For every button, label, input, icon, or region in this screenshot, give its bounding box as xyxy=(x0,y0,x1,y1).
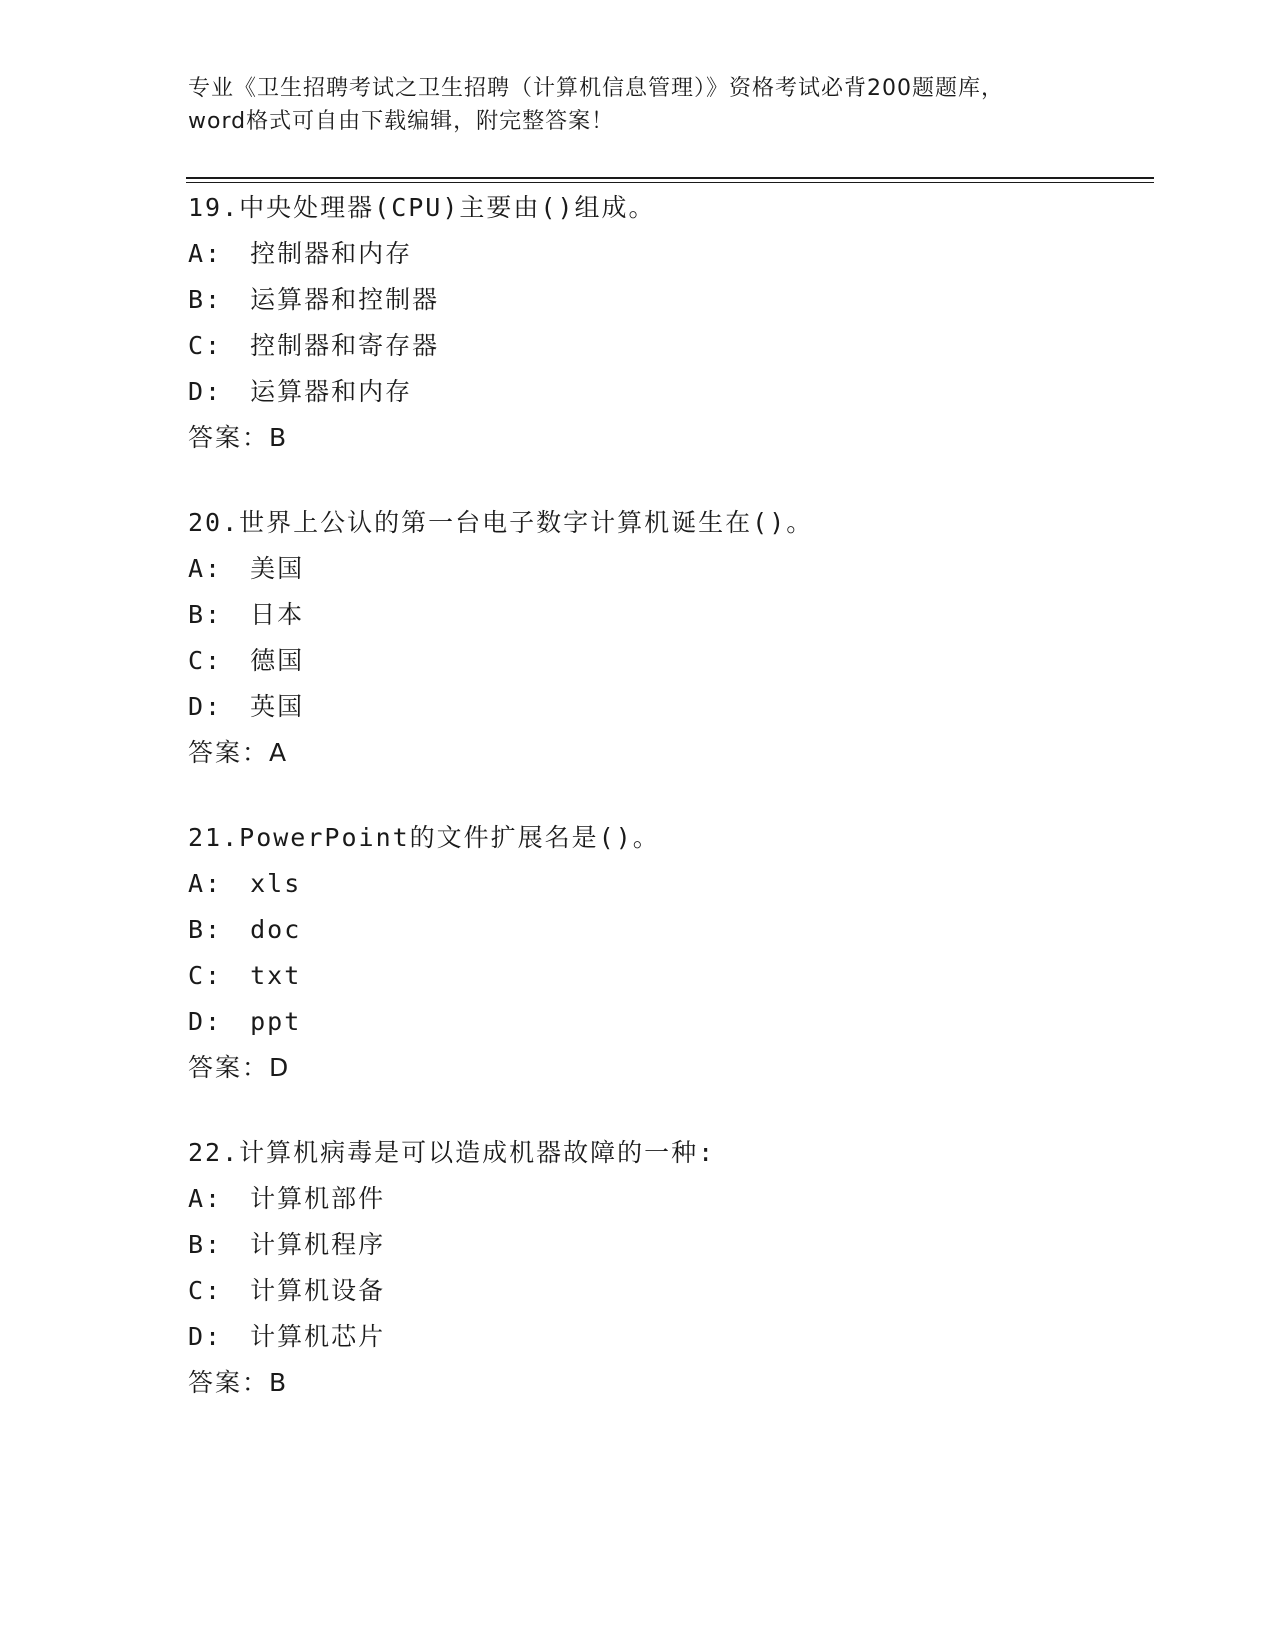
option-letter: D: xyxy=(188,377,223,406)
option-text: 英国 xyxy=(250,692,305,721)
option-d xyxy=(188,1314,1148,1360)
option-text: 计算机芯片 xyxy=(250,1322,386,1351)
option-a xyxy=(188,861,1148,907)
option-text: 德国 xyxy=(250,646,305,675)
option-text: 运算器和内存 xyxy=(250,377,413,406)
answer-line: 答案：A xyxy=(188,738,289,767)
option-letter: B: xyxy=(188,285,223,314)
option-text: ppt xyxy=(250,1007,302,1036)
option-text: txt xyxy=(250,961,302,990)
option-text: 计算机设备 xyxy=(250,1276,386,1305)
option-text: doc xyxy=(250,915,302,944)
option-d xyxy=(188,999,1148,1045)
option-letter: A: xyxy=(188,554,223,583)
option-a xyxy=(188,546,1148,592)
question-block xyxy=(188,500,1148,776)
option-letter: B: xyxy=(188,1230,223,1259)
option-c xyxy=(188,1268,1148,1314)
option-d xyxy=(188,684,1148,730)
option-text: 计算机程序 xyxy=(250,1230,386,1259)
option-b xyxy=(188,277,1148,323)
option-a xyxy=(188,1176,1148,1222)
document-header xyxy=(188,72,1088,138)
option-letter: A: xyxy=(188,869,223,898)
option-letter: D: xyxy=(188,1007,223,1036)
option-b xyxy=(188,592,1148,638)
option-text: 计算机部件 xyxy=(250,1184,386,1213)
option-b xyxy=(188,1222,1148,1268)
option-b xyxy=(188,907,1148,953)
option-text: 美国 xyxy=(250,554,305,583)
question-stem: 19.中央处理器(CPU)主要由()组成。 xyxy=(188,193,656,222)
option-letter: C: xyxy=(188,961,223,990)
option-text: 运算器和控制器 xyxy=(250,285,440,314)
option-text: 控制器和寄存器 xyxy=(250,331,440,360)
option-letter: D: xyxy=(188,1322,223,1351)
header-divider-thin xyxy=(186,182,1154,183)
option-text: 日本 xyxy=(250,600,305,629)
question-block xyxy=(188,815,1148,1091)
option-text: xls xyxy=(250,869,302,898)
answer-line: 答案：B xyxy=(188,1368,289,1397)
option-letter: D: xyxy=(188,692,223,721)
option-letter: B: xyxy=(188,600,223,629)
question-stem: 20.世界上公认的第一台电子数字计算机诞生在()。 xyxy=(188,508,814,537)
answer-line: 答案：D xyxy=(188,1053,291,1082)
question-stem: 21.PowerPoint的文件扩展名是()。 xyxy=(188,823,660,852)
question-block xyxy=(188,1130,1148,1406)
option-letter: C: xyxy=(188,331,223,360)
question-block xyxy=(188,185,1148,461)
option-a xyxy=(188,231,1148,277)
option-d xyxy=(188,369,1148,415)
option-letter: A: xyxy=(188,239,223,268)
option-text: 控制器和内存 xyxy=(250,239,413,268)
option-letter: C: xyxy=(188,1276,223,1305)
option-c xyxy=(188,953,1148,999)
question-stem: 22.计算机病毒是可以造成机器故障的一种: xyxy=(188,1138,716,1167)
option-c xyxy=(188,323,1148,369)
option-c xyxy=(188,638,1148,684)
answer-line: 答案：B xyxy=(188,423,289,452)
option-letter: A: xyxy=(188,1184,223,1213)
header-divider-thick xyxy=(186,177,1154,179)
option-letter: C: xyxy=(188,646,223,675)
option-letter: B: xyxy=(188,915,223,944)
header-line-1: 专业《卫生招聘考试之卫生招聘（计算机信息管理）》资格考试必背200题题库， xyxy=(188,76,1004,101)
header-line-2: word格式可自由下载编辑，附完整答案！ xyxy=(188,109,615,134)
